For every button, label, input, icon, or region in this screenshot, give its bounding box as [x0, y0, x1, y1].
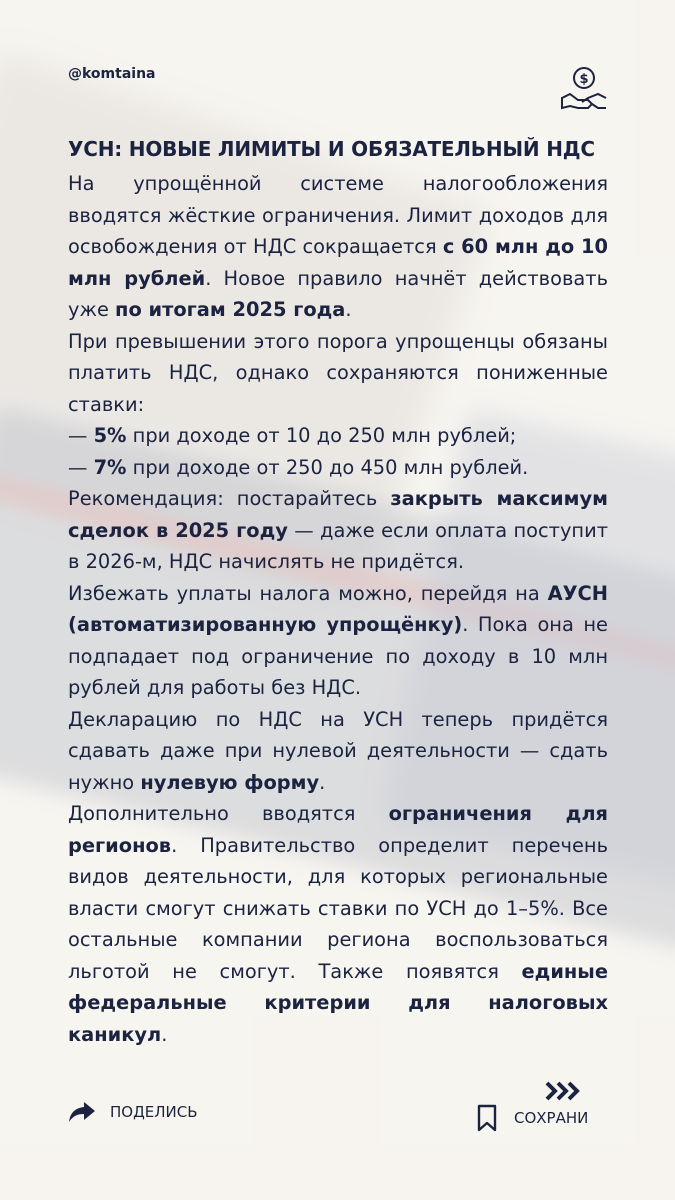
- page-title: УСН: НОВЫЕ ЛИМИТЫ И ОБЯЗАТЕЛЬНЫЙ НДС: [68, 137, 595, 161]
- account-handle: @komtaina: [68, 66, 156, 82]
- article: [68, 134, 608, 1050]
- list-item-rate-5: — 5% при доходе от 10 до 250 млн рублей;: [68, 424, 517, 447]
- paragraph-regions: Дополнительно вводятся ограничения для регионов. Правительство определит перечень видов деятельности, для которых региональные власти смогут снижать ставки по УСН до 1–5%. Все остальные компании региона воспользоваться льготой не смогут. Также появятся единые федеральные критерии для налоговых каникул.: [68, 802, 608, 1046]
- paragraph-declaration: Декларацию по НДС на УСН теперь придётся сдавать даже при нулевой деятельности — сдать нужно нулевую форму.: [68, 707, 608, 794]
- chevrons-right-icon[interactable]: [544, 1080, 584, 1102]
- paragraph-ausn: Избежать уплаты налога можно, перейдя на АУСН (автоматизированную упрощёнку). Пока она не подпадает под ограничение по доходу в 10 млн рублей для работы без НДС.: [68, 581, 608, 699]
- bookmark-icon: [476, 1104, 498, 1132]
- share-label: ПОДЕЛИСЬ: [110, 1103, 198, 1121]
- list-item-rate-7: — 7% при доходе от 250 до 450 млн рублей.: [68, 455, 529, 479]
- paragraph-recommendation: Рекомендация: постарайтесь закрыть максимум сделок в 2025 году — даже если оплата поступит в 2026-м, НДС начислять не придётся.: [68, 487, 609, 573]
- share-arrow-icon: [68, 1100, 96, 1124]
- svg-text:$: $: [579, 72, 589, 87]
- save-button[interactable]: [476, 1104, 588, 1132]
- paragraph-rates: При превышении этого порога упрощенцы обязаны платить НДС, однако сохраняются пониженные ставки:: [68, 329, 608, 416]
- handshake-money-icon: [558, 64, 610, 116]
- paragraph-limits: На упрощённой системе налогообложения вводятся жёсткие ограничения. Лимит доходов для освобождения от НДС сокращается с 60 млн до 10 млн рублей. Новое правило начнёт действовать уже по итогам 2025 года.: [68, 172, 608, 321]
- save-label: СОХРАНИ: [514, 1109, 589, 1127]
- share-button[interactable]: [68, 1100, 198, 1124]
